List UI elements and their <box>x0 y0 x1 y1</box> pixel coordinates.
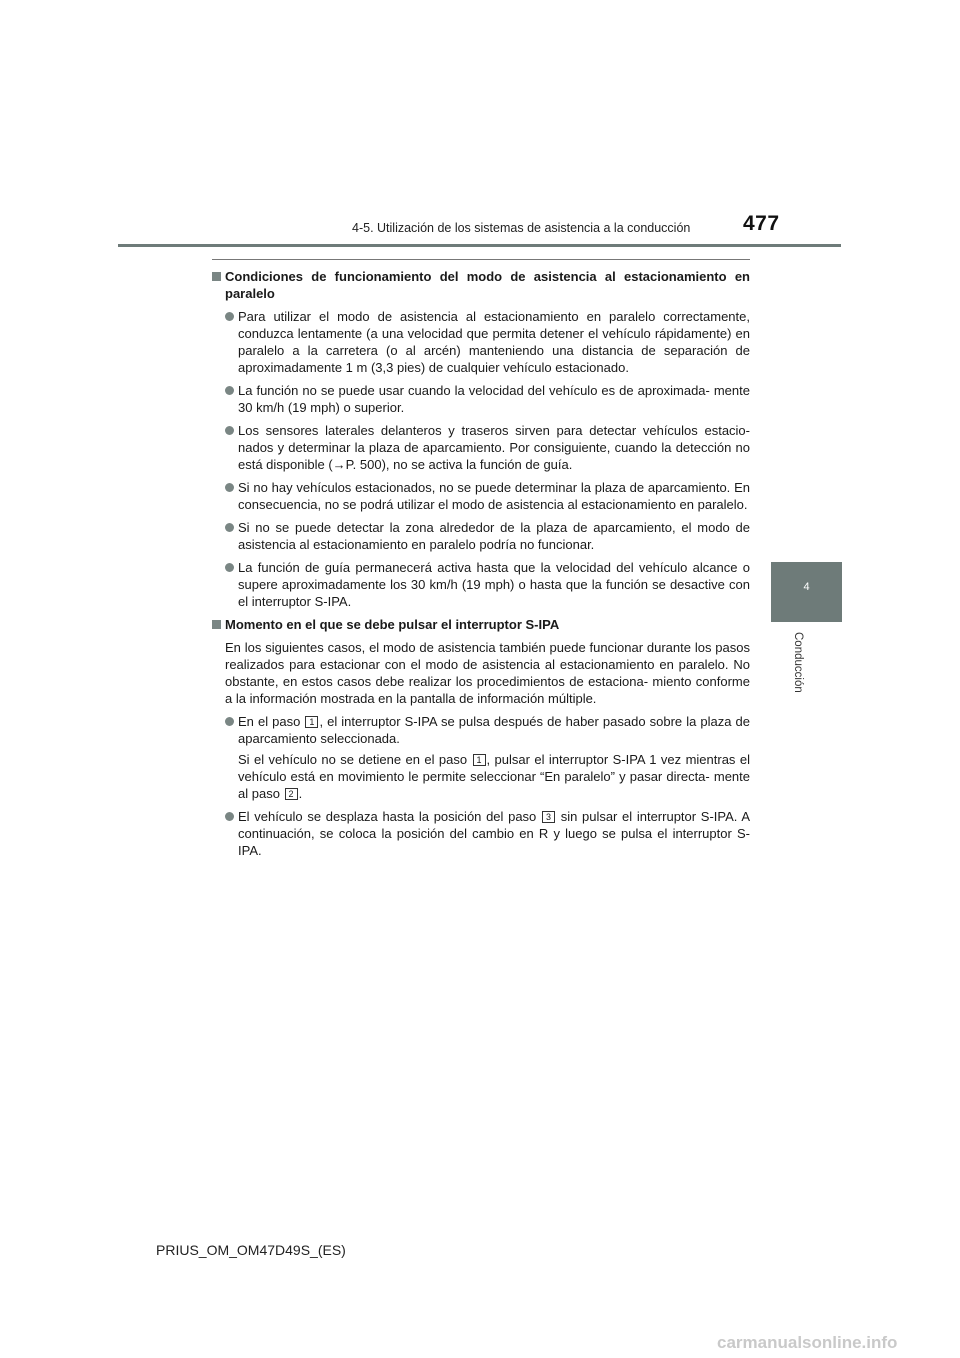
sub-paragraph <box>212 751 750 802</box>
list-item <box>212 422 750 473</box>
step-badge: 1 <box>305 716 318 728</box>
main-content <box>212 268 750 865</box>
step-badge: 2 <box>285 788 298 800</box>
chapter-number: 4 <box>803 581 810 593</box>
section-title: 4-5. Utilización de los sistemas de asistencia a la conducción <box>352 221 691 235</box>
sub-paragraph-text: Si el vehículo no se detiene en el paso <box>238 752 468 767</box>
sub-paragraph-text: . <box>298 786 303 801</box>
list-item <box>212 559 750 610</box>
circle-bullet-icon <box>225 523 234 532</box>
list-item <box>212 382 750 416</box>
list-item-text: La función no se puede usar cuando la velocidad del vehículo es de aproximada- mente 30 km/h (19 mph) o superior. <box>238 383 750 415</box>
content-divider <box>212 259 750 260</box>
list-item <box>212 808 750 859</box>
list-item-text: sin pulsar el interruptor S-IPA. A continuación, se coloca la posición del cambio en R y luego se pulsa el interruptor S-IPA. <box>238 809 751 858</box>
list-item <box>212 713 750 747</box>
header-divider <box>118 244 841 247</box>
circle-bullet-icon <box>225 386 234 395</box>
list-item <box>212 308 750 376</box>
list-item-text: En el paso <box>238 714 301 729</box>
circle-bullet-icon <box>225 426 234 435</box>
square-bullet-icon <box>212 272 221 281</box>
intro-paragraph: En los siguientes casos, el modo de asistencia también puede funcionar durante los pasos realizados para estacionar con el modo de asistencia al estacionamiento en paralelo. No obstante, en estos casos debe realizar los procedimientos de estaciona- miento conforme a la información mostrada en la pantalla de información múltiple. <box>225 640 750 706</box>
list-item-text: Si no hay vehículos estacionados, no se puede determinar la plaza de aparcamiento. En consecuencia, no se podrá utilizar el modo de asistencia al estacionamiento en paralelo. <box>238 480 750 512</box>
list-item-text: La función de guía permanecerá activa hasta que la velocidad del vehículo alcance o supere aproximadamente los 30 km/h (19 mph) o hasta que la función se desactive con el interruptor S-IPA. <box>238 560 750 609</box>
list-item-text: El vehículo se desplaza hasta la posición del paso <box>238 809 537 824</box>
circle-bullet-icon <box>225 563 234 572</box>
chapter-tab <box>771 562 842 622</box>
list-item-text: , el interruptor S-IPA se pulsa después de haber pasado sobre la plaza de aparcamiento seleccionada. <box>238 714 750 746</box>
page-number: 477 <box>743 212 780 235</box>
watermark: carmanualsonline.info <box>717 1333 898 1352</box>
section-heading <box>212 268 750 302</box>
sub-paragraph-text: , pulsar el interruptor S-IPA 1 vez mientras el vehículo está en movimiento le permite seleccionar “En paralelo” y pasar directa- mente al paso <box>238 752 750 801</box>
section-heading <box>212 616 750 633</box>
heading-text: Condiciones de funcionamiento del modo de asistencia al estacionamiento en paralelo <box>225 269 750 301</box>
circle-bullet-icon <box>225 717 234 726</box>
chapter-label: Conducción <box>792 632 804 693</box>
circle-bullet-icon <box>225 812 234 821</box>
square-bullet-icon <box>212 620 221 629</box>
list-item-text: Si no se puede detectar la zona alrededor de la plaza de aparcamiento, el modo de asistencia al estacionamiento en paralelo podría no funcionar. <box>238 520 750 552</box>
chapter-label-container <box>792 632 806 712</box>
list-item <box>212 479 750 513</box>
circle-bullet-icon <box>225 312 234 321</box>
list-item-text: Para utilizar el modo de asistencia al estacionamiento en paralelo correctamente, conduzca lentamente (a una velocidad que permita detener el vehículo rápidamente) en paralelo a la carretera (o al arcén) manteniendo una distancia de separación de aproximadamente 1 m (3,3 pies) de cualquier vehículo estacionado. <box>238 309 750 375</box>
list-item <box>212 519 750 553</box>
heading-text: Momento en el que se debe pulsar el interruptor S-IPA <box>225 617 560 632</box>
document-code: PRIUS_OM_OM47D49S_(ES) <box>156 1242 346 1258</box>
step-badge: 3 <box>542 811 555 823</box>
circle-bullet-icon <box>225 483 234 492</box>
list-item-text: Los sensores laterales delanteros y traseros sirven para detectar vehículos estacio- nados y determinar la plaza de aparcamiento. Por consiguiente, cuando la detección no está disponible (→P. 500), no se activa la función de guía. <box>238 423 750 472</box>
step-badge: 1 <box>473 754 486 766</box>
